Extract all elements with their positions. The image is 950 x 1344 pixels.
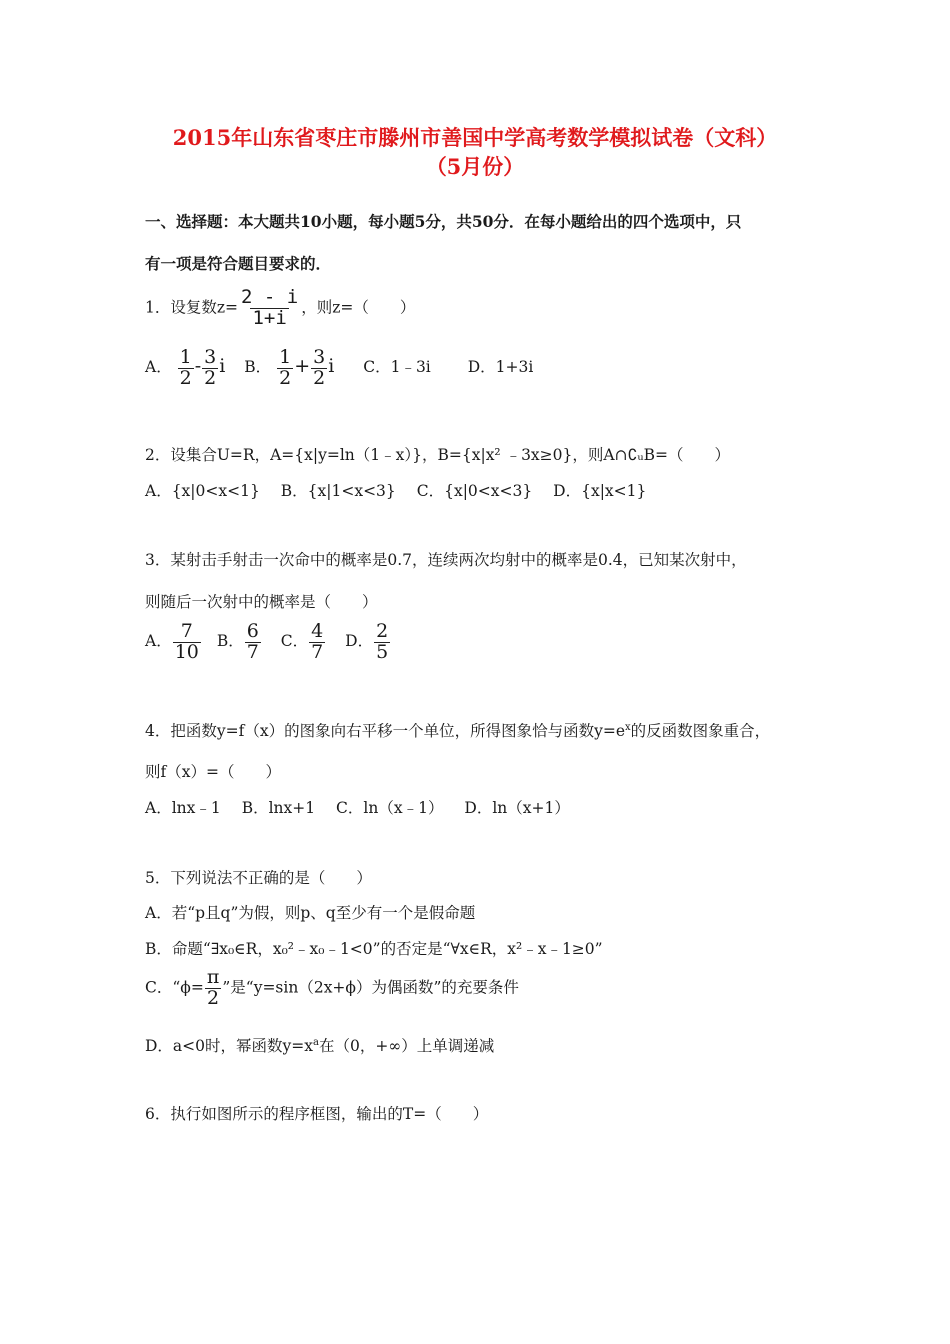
numerator: 3	[313, 346, 326, 368]
q3-option-b-frac	[245, 622, 261, 663]
q2-option-a[interactable]: A．{x|0<x<1}	[145, 482, 260, 500]
q5-option-c-prefix: C．“ϕ=	[145, 978, 204, 997]
numerator: 3	[204, 346, 217, 368]
q5-option-c-frac	[205, 968, 222, 1009]
q5-option-d-exponent: a	[313, 1036, 319, 1048]
q5-option-d-prefix: D．a<0时，幂函数y=x	[145, 1037, 314, 1055]
q4-line1-suffix: 的反函数图象重合，	[630, 722, 771, 740]
q3-option-b-label: B．	[216, 632, 244, 651]
q1-fraction	[239, 288, 300, 329]
q3-option-d-frac	[374, 622, 390, 663]
q5-option-d[interactable]	[145, 1034, 494, 1056]
denominator: 2	[204, 366, 217, 389]
q3-option-a-frac	[173, 622, 201, 663]
denominator: 5	[376, 640, 389, 663]
q3-option-b[interactable]	[216, 620, 262, 663]
q3-option-a-label: A．	[145, 632, 172, 651]
q5-option-a[interactable]: A．若“p且q”为假，则p、q至少有一个是假命题	[145, 904, 476, 922]
numerator: 4	[311, 620, 324, 642]
question-5-stem: 5．下列说法不正确的是（ ）	[145, 869, 372, 887]
exam-title-line1: 2015年山东省枣庄市滕州市善国中学高考数学模拟试卷（文科）	[172, 125, 778, 150]
q4-option-c[interactable]: C．ln（x﹣1）	[336, 799, 444, 817]
denominator: 2	[279, 366, 292, 389]
denominator: 2	[179, 366, 192, 389]
q1-fraction-numerator: 2 - i	[241, 286, 299, 308]
question-4-options	[145, 796, 586, 818]
denominator: 2	[207, 986, 220, 1009]
q5-option-c[interactable]	[145, 968, 519, 1009]
q1-option-d[interactable]: D．1+3i	[467, 358, 534, 377]
denominator: 7	[246, 640, 259, 663]
q3-option-a[interactable]	[145, 620, 202, 663]
question-1-stem	[145, 288, 415, 329]
q1-option-c[interactable]: C．1﹣3i	[363, 358, 431, 377]
denominator: 7	[311, 640, 324, 663]
q1-fraction-denominator: 1+i	[252, 306, 287, 329]
q3-option-c-frac	[309, 622, 325, 663]
numerator: 1	[179, 346, 192, 368]
numerator: π	[206, 966, 220, 988]
q5-option-b[interactable]: B．命题“∃x₀∈R，x₀²﹣x₀﹣1<0”的否定是“∀x∈R，x²﹣x﹣1≥0”	[145, 940, 603, 958]
section-heading-line1: 一、选择题：本大题共10小题，每小题5分，共50分．在每小题给出的四个选项中，只	[145, 212, 742, 231]
question-1-options	[145, 348, 533, 389]
question-2-options	[145, 479, 662, 501]
question-3-options	[145, 622, 391, 663]
numerator: 2	[376, 620, 389, 642]
q1-option-b-i: i	[328, 355, 335, 378]
q3-option-c[interactable]	[280, 620, 326, 663]
numerator: 7	[180, 620, 193, 642]
q1-option-b-label: B．	[244, 358, 272, 377]
q5-option-d-suffix: 在（0，+∞）上单调递减	[318, 1037, 495, 1055]
q2-option-b[interactable]: B．{x|1<x<3}	[280, 482, 396, 500]
question-4-stem-line2: 则f（x）=（ ）	[145, 763, 281, 781]
question-3-stem-line1: 3．某射击手射击一次命中的概率是0.7，连续两次均射中的概率是0.4，已知某次射中，	[145, 551, 747, 569]
q1-option-b-operator: +	[294, 355, 311, 378]
numerator: 6	[246, 620, 259, 642]
q1-option-b-frac2	[311, 348, 327, 389]
exam-title-line2: （5月份）	[425, 154, 525, 179]
q1-stem-prefix: 1．设复数z=	[145, 298, 239, 317]
numerator: 1	[279, 346, 292, 368]
q1-option-a-operator: -	[194, 355, 202, 378]
question-3-stem-line2: 则随后一次射中的概率是（ ）	[145, 593, 378, 611]
q1-stem-suffix: ，则z=（ ）	[301, 298, 416, 317]
q1-option-a-frac1	[178, 348, 194, 389]
q4-line1-prefix: 4．把函数y=f（x）的图象向右平移一个单位，所得图象恰与函数y=e	[145, 722, 626, 740]
q4-option-a[interactable]: A．lnx﹣1	[145, 799, 221, 817]
denominator: 2	[313, 366, 326, 389]
q1-option-a-label: A．	[145, 358, 172, 377]
question-4-stem-line1	[145, 719, 770, 741]
question-6-stem: 6．执行如图所示的程序框图，输出的T=（ ）	[145, 1105, 489, 1123]
q1-option-a-i: i	[219, 355, 226, 378]
q2-option-c[interactable]: C．{x|0<x<3}	[416, 482, 533, 500]
q1-option-b[interactable]	[244, 346, 339, 389]
question-2-stem: 2．设集合U=R，A={x|y=ln（1﹣x）}，B={x|x² ﹣3x≥0}，则A∩∁ᵤB=（ ）	[145, 446, 730, 464]
q3-option-c-label: C．	[280, 632, 309, 651]
q4-option-b[interactable]: B．lnx+1	[241, 799, 316, 817]
denominator: 10	[174, 640, 199, 663]
q1-option-b-frac1	[277, 348, 293, 389]
q4-option-d[interactable]: D．ln（x+1）	[464, 799, 570, 817]
q3-option-d-label: D．	[345, 632, 374, 651]
q1-option-a-frac2	[202, 348, 218, 389]
q1-option-a[interactable]	[145, 346, 230, 389]
q2-option-d[interactable]: D．{x|x<1}	[553, 482, 647, 500]
section-heading-line2: 有一项是符合题目要求的．	[145, 254, 332, 273]
q3-option-d[interactable]	[345, 620, 391, 663]
q5-option-c-suffix: ”是“y=sin（2x+ϕ）为偶函数”的充要条件	[222, 978, 519, 997]
q4-exponent: x	[625, 721, 631, 733]
